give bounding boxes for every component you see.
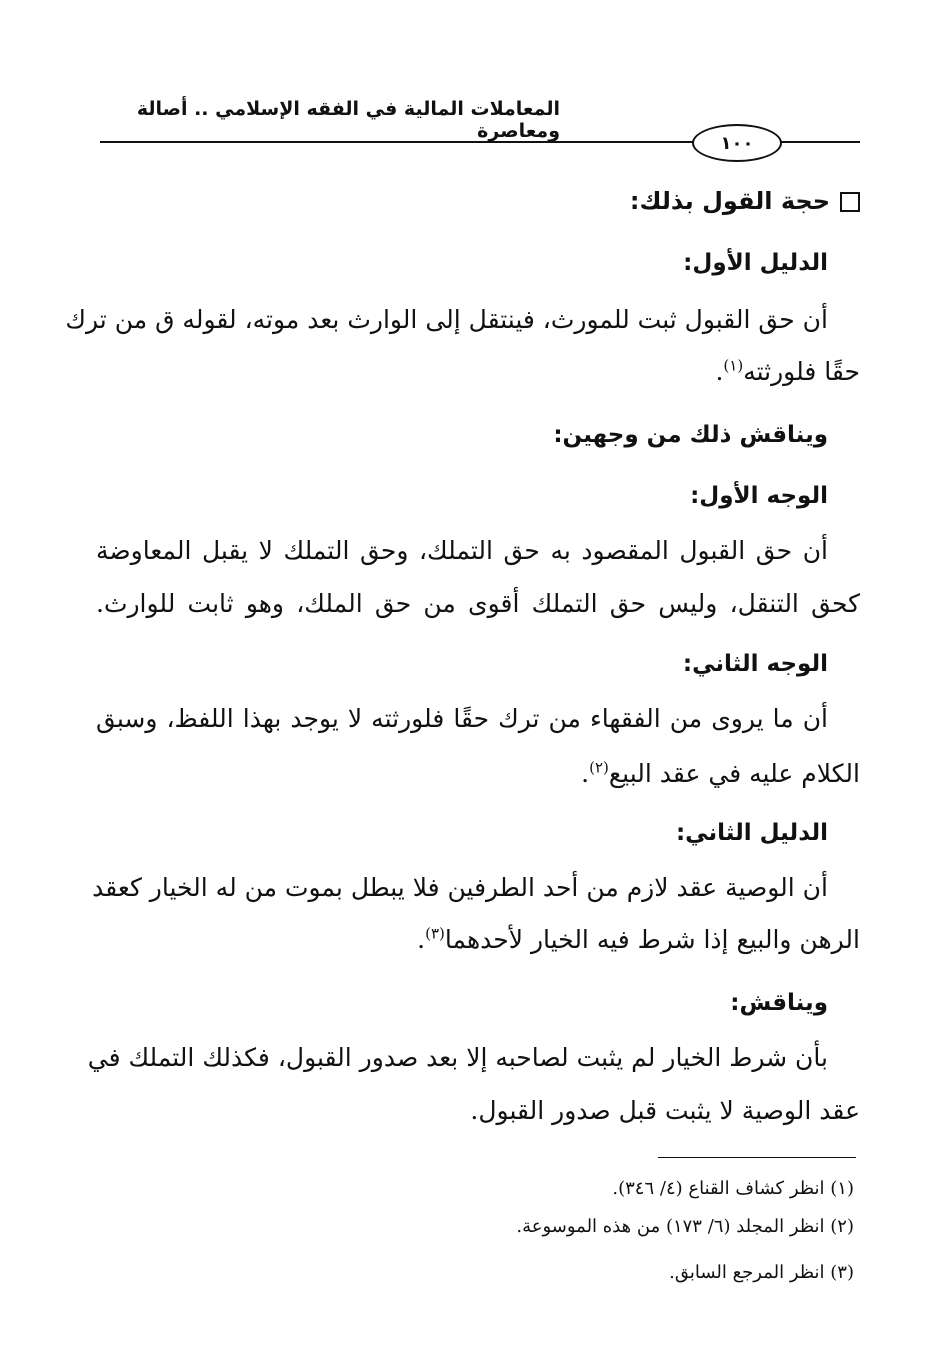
aspect2-heading: الوجه الثاني: xyxy=(682,651,828,677)
section-heading: حجة القول بذلك: xyxy=(96,183,860,219)
aspect2-line1: أن ما يروى من الفقهاء من ترك حقًا فلورثته لا يوجد بهذا اللفظ، وسبق xyxy=(96,704,828,733)
rebuttal-heading: ويناقش: xyxy=(730,990,828,1016)
footnote-ref-2[interactable]: (٢) xyxy=(589,758,609,777)
footnote-1: (١) انظر كشاف القناع (٤/ ٣٤٦). xyxy=(612,1178,854,1199)
footnote-ref-1[interactable]: (١) xyxy=(723,356,744,375)
evidence1-heading: الدليل الأول: xyxy=(683,250,828,276)
page-number: ١٠٠ xyxy=(692,124,782,162)
running-title: المعاملات المالية في الفقه الإسلامي .. أصالة ومعاصرة xyxy=(136,98,560,142)
footnote-2: (٢) انظر المجلد (٦/ ١٧٣) من هذه الموسوعة. xyxy=(516,1216,854,1237)
checkbox-square-icon xyxy=(840,192,860,212)
evidence1-line1: أن حق القبول ثبت للمورث، فينتقل إلى الوارث بعد موته، لقوله ق من ترك xyxy=(65,305,828,334)
aspect1-heading: الوجه الأول: xyxy=(690,483,828,509)
evidence2-line1: أن الوصية عقد لازم من أحد الطرفين فلا يبطل بموت من له الخيار كعقد xyxy=(92,873,828,902)
rebuttal-line2: عقد الوصية لا يثبت قبل صدور القبول. xyxy=(470,1096,860,1125)
aspect1-line1: أن حق القبول المقصود به حق التملك، وحق التملك لا يقبل المعاوضة xyxy=(96,536,828,565)
footnote-3: (٣) انظر المرجع السابق. xyxy=(669,1262,854,1283)
discussion-heading: ويناقش ذلك من وجهين: xyxy=(553,422,828,448)
footnote-ref-3[interactable]: (٣) xyxy=(425,924,445,943)
evidence2-line2: الرهن والبيع إذا شرط فيه الخيار لأحدهما$^{(٣)}$. xyxy=(417,924,860,954)
evidence2-heading: الدليل الثاني: xyxy=(675,820,828,846)
rebuttal-line1: بأن شرط الخيار لم يثبت لصاحبه إلا بعد صدور القبول، فكذلك التملك في xyxy=(87,1043,828,1072)
aspect2-line2: الكلام عليه في عقد البيع$^{(٢)}$. xyxy=(581,758,860,788)
footnote-rule xyxy=(658,1157,856,1158)
evidence1-line2: حقًا فلورثته$^{(١)}$. xyxy=(715,356,860,386)
aspect1-line2: كحق التنقل، وليس حق التملك أقوى من حق الملك، وهو ثابت للوارث. xyxy=(96,589,860,618)
